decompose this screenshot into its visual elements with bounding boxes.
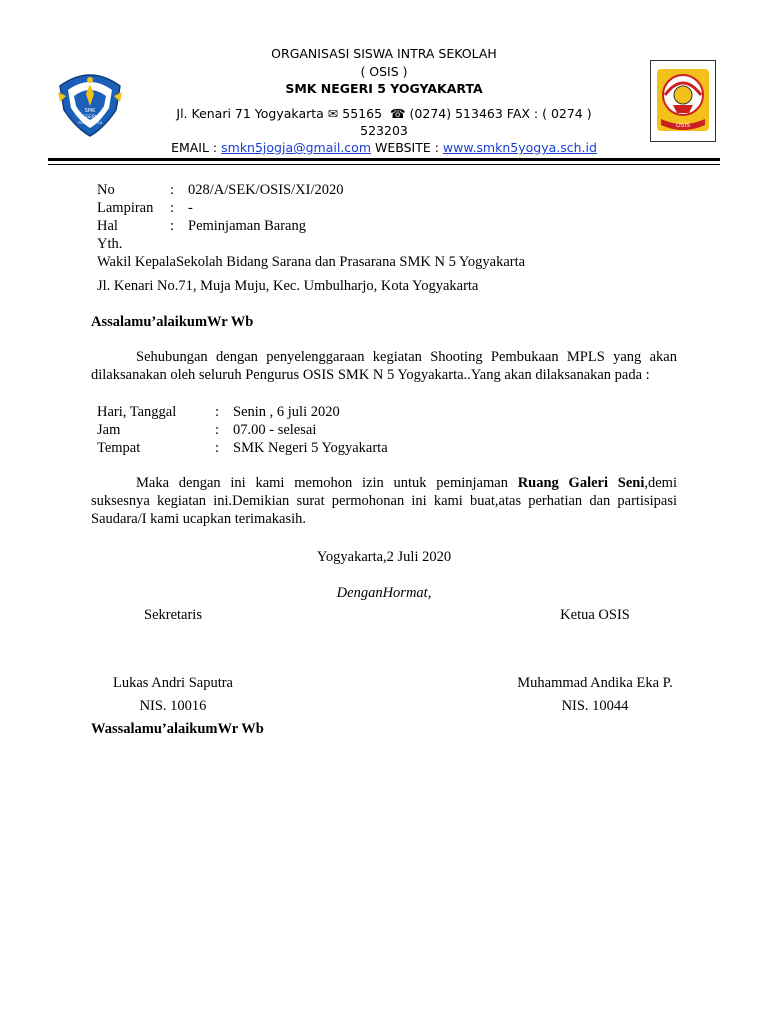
request-item: Ruang Galeri Seni: [517, 475, 645, 491]
address-text: Jl. Kenari 71 Yogyakarta: [176, 106, 324, 121]
contact-line: [0, 140, 768, 155]
place-date: Yogyakarta,2 Juli 2020: [316, 549, 452, 565]
event-colon: :: [215, 440, 220, 456]
signer-left-role: Sekretaris: [144, 607, 202, 623]
envelope-icon: ✉: [327, 106, 339, 121]
org-line: ORGANISASI SISWA INTRA SEKOLAH: [271, 46, 497, 61]
header-rule-thick: [48, 158, 720, 161]
logo-text-line3: YOGYAKARTA: [77, 120, 103, 125]
osis-line: ( OSIS ): [360, 64, 408, 79]
signer-right-role: Ketua OSIS: [560, 607, 630, 623]
meta-value: -: [188, 200, 193, 216]
logo-text-line1: SMK: [84, 108, 96, 114]
meta-label: Hal: [97, 218, 118, 234]
email-label: EMAIL :: [171, 140, 222, 155]
event-value: Senin , 6 juli 2020: [233, 404, 340, 420]
recipient-name: Wakil KepalaSekolah Bidang Sarana dan Prasarana SMK N 5 Yogyakarta: [97, 254, 526, 270]
school-name: SMK NEGERI 5 YOGYAKARTA: [285, 81, 483, 96]
event-value: SMK Negeri 5 Yogyakarta: [233, 440, 388, 456]
meta-colon: :: [170, 200, 175, 216]
request-paragraph: [91, 474, 677, 528]
request-text-after: ,demi suksesnya kegiatan ini.Demikian surat permohonan ini kami buat,atas perhatian dan partisipasi Saudara/I kami ucapkan terimakasih.: [91, 475, 677, 527]
event-colon: :: [215, 404, 220, 420]
signer-left-nis: NIS. 10016: [139, 698, 207, 714]
meta-colon: :: [170, 182, 175, 198]
recipient-address: Jl. Kenari No.71, Muja Muju, Kec. Umbulharjo, Kota Yogyakarta: [97, 278, 479, 294]
header-rule-thin: [48, 164, 720, 165]
event-colon: :: [215, 422, 220, 438]
closing: Wassalamu’alaikumWr Wb: [91, 721, 264, 737]
website-link[interactable]: www.smkn5yogya.sch.id: [442, 140, 597, 155]
phone-fax: (0274) 513463 FAX : ( 0274 ): [409, 106, 592, 121]
regards: DenganHormat,: [336, 585, 432, 601]
event-value: 07.00 - selesai: [233, 422, 317, 438]
osis-logo-text: OSIS: [675, 122, 691, 129]
meta-label: No: [97, 182, 115, 198]
meta-colon: :: [170, 218, 175, 234]
intro-paragraph: Sehubungan dengan penyelenggaraan kegiatan Shooting Pembukaan MPLS yang akan dilaksanakan oleh seluruh Pengurus OSIS SMK N 5 Yogyakarta..Yang akan dilaksanakan pada :: [91, 349, 677, 383]
event-label: Hari, Tanggal: [97, 404, 177, 420]
event-label: Tempat: [97, 440, 141, 456]
request-text-before: Maka dengan ini kami memohon izin untuk peminjaman: [136, 475, 518, 491]
address-line: [0, 106, 768, 121]
website-label: WEBSITE :: [371, 140, 443, 155]
email-link[interactable]: smkn5jogja@gmail.com: [221, 140, 372, 155]
greeting: Assalamu’alaikumWr Wb: [91, 314, 254, 330]
recipient-yth: Yth.: [97, 236, 123, 252]
phone-icon: ☎: [389, 106, 406, 121]
event-label: Jam: [97, 422, 121, 438]
signer-right-nis: NIS. 10044: [561, 698, 629, 714]
meta-label: Lampiran: [97, 200, 154, 216]
signer-left-name: Lukas Andri Saputra: [112, 675, 233, 691]
meta-value: 028/A/SEK/OSIS/XI/2020: [188, 182, 344, 198]
logo-text-line2: NEGERI 5: [79, 115, 101, 120]
meta-value: Peminjaman Barang: [188, 218, 306, 234]
signer-right-name: Muhammad Andika Eka P.: [517, 675, 673, 691]
postal-code: 55165: [342, 106, 383, 121]
fax-continued: 523203: [360, 123, 408, 138]
